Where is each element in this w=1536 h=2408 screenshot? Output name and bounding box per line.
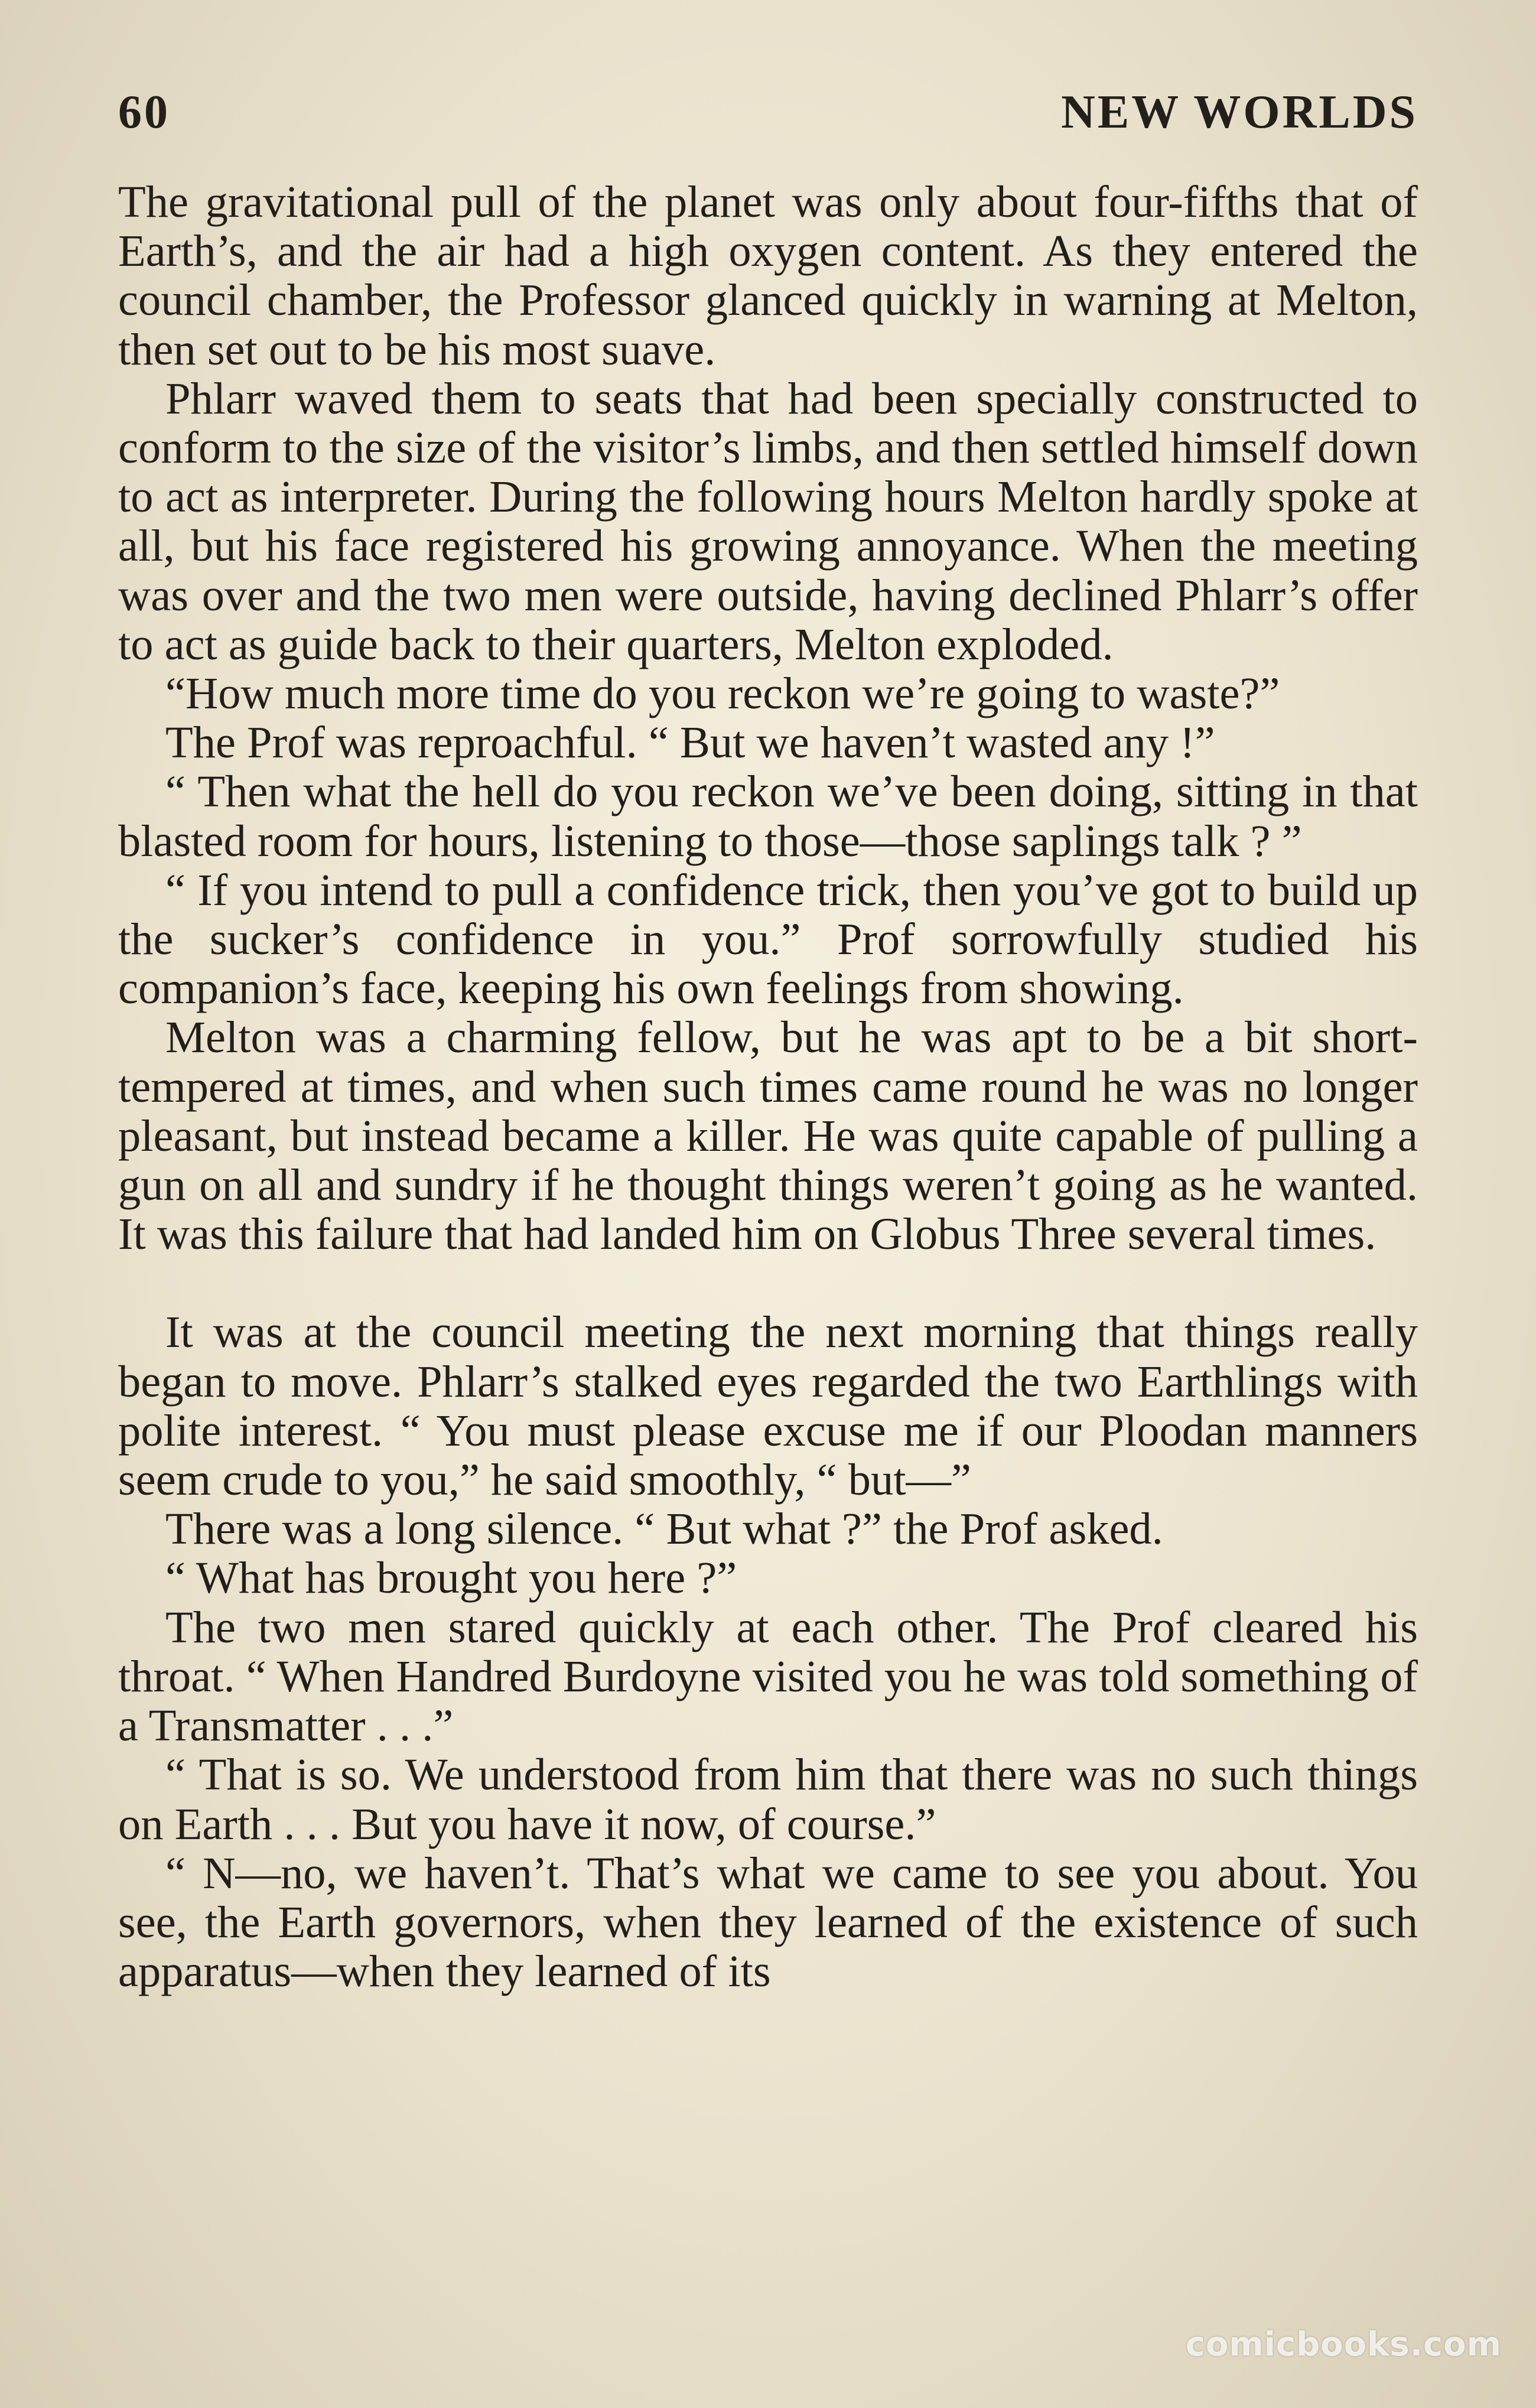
paragraph: “ That is so. We understood from him that there was no such things on Earth . . . But you have it now, of course.” (118, 1749, 1418, 1849)
paragraph: “ What has brought you here ?” (165, 1553, 737, 1603)
paragraph: It was at the council meeting the next morning that things really began to move. Phlarr’s stalked eyes regarded the two Earthlings with polite interest. “ You must please excuse me if our Ploodan manners seem crude to you,” he said smoothly, “ but—” (118, 1307, 1418, 1505)
paragraph: There was a long silence. “ But what ?” the Prof asked. (165, 1504, 1163, 1554)
paragraph: Phlarr waved them to seats that had been specially constructed to conform to the size of the visitor’s limbs, and then settled himself down to act as interpreter. During the following hours Melton hardly spoke at all, but his face registered his growing annoyance. When the meeting was over and the two men were outside, having declined Phlarr’s offer to act as guide back to their quarters, Melton exploded. (118, 373, 1418, 669)
running-head: NEW WORLDS (1061, 86, 1418, 138)
paragraph: “How much more time do you reckon we’re going to waste?” (165, 668, 1280, 719)
paragraph: The Prof was reproachful. “ But we haven’t wasted any !” (165, 717, 1215, 768)
page-header (118, 86, 1418, 151)
paragraph: The gravitational pull of the planet was only about four-fifths that of Earth’s, and the air had a high oxygen content. As they entered the council chamber, the Professor glanced quickly in warning at Melton, then set out to be his most suave. (118, 177, 1418, 375)
page-number: 60 (118, 86, 170, 138)
paragraph: The two men stared quickly at each other. The Prof cleared his throat. “ When Handred Burdoyne visited you he was told something of a Transmatter . . .” (118, 1602, 1418, 1751)
paragraph: Melton was a charming fellow, but he was apt to be a bit short-tempered at times, and when such times came round he was no longer pleasant, but instead became a killer. He was quite capable of pulling a gun on all and sundry if he thought things weren’t going as he wanted. It was this failure that had landed him on Globus Three several times. (118, 1012, 1418, 1260)
paragraph: “ Then what the hell do you reckon we’ve been doing, sitting in that blasted room for hours, listening to those—those saplings talk ? ” (118, 766, 1418, 866)
watermark: comicbooks.com (1185, 2325, 1502, 2364)
paragraph: “ If you intend to pull a confidence trick, then you’ve got to build up the sucker’s confidence in you.” Prof sorrowfully studied his companion’s face, keeping his own feelings from showing. (118, 864, 1418, 1014)
body-text (118, 177, 1418, 1996)
paragraph: “ N—no, we haven’t. That’s what we came to see you about. You see, the Earth governors, when they learned of the existence of such apparatus—when they learned of its (118, 1847, 1418, 1997)
